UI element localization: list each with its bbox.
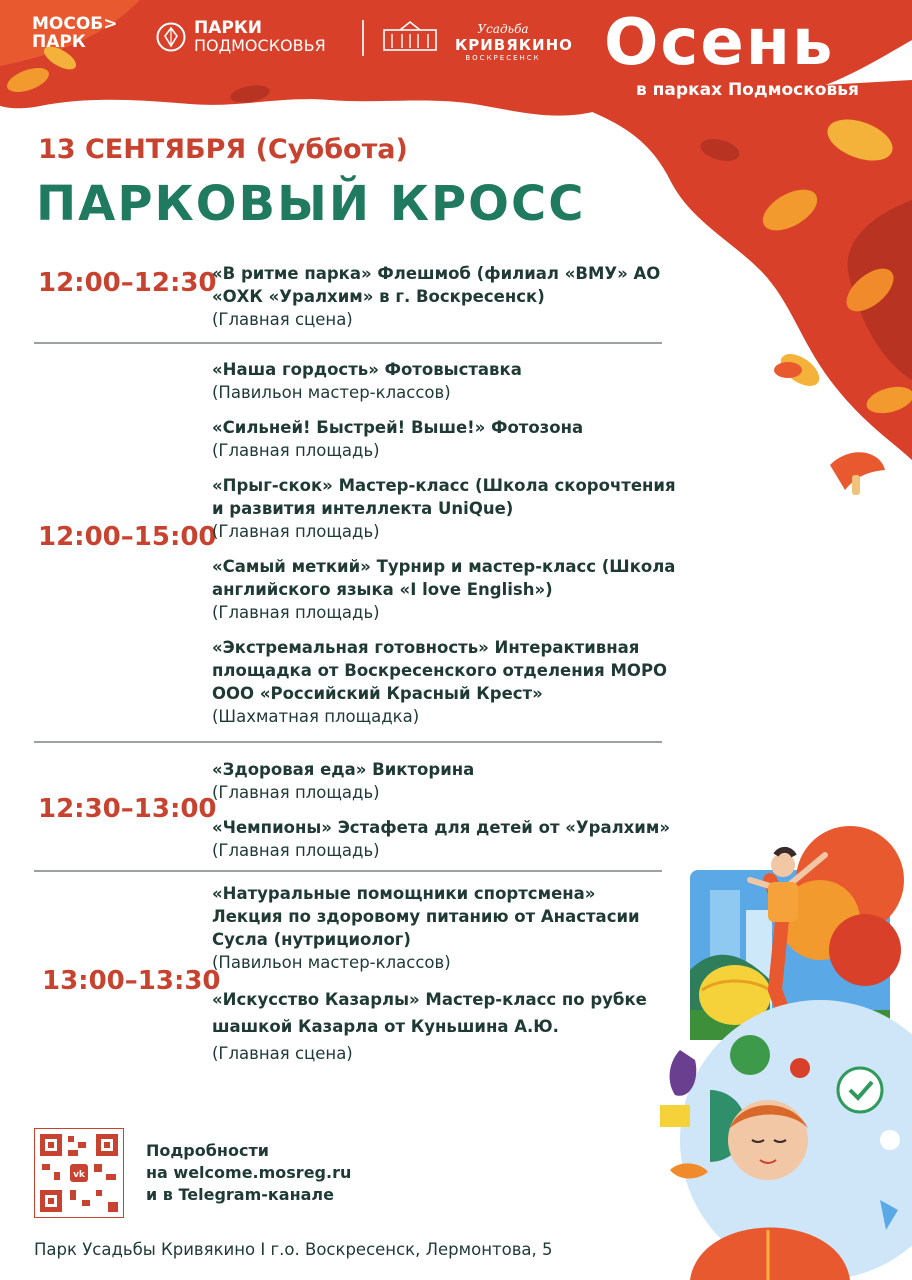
schedule-item: [212, 816, 682, 862]
park-address: Парк Усадьбы Кривякино I г.о. Воскресенск, Лермонтова, 5: [34, 1240, 553, 1259]
schedule-time: 12:00–12:30: [38, 268, 217, 298]
parki-logo-line2: ПОДМОСКОВЬЯ: [194, 35, 326, 55]
mosoblpark-logo-line1: МОСОБ>: [32, 14, 118, 34]
details-line: Подробности: [146, 1141, 269, 1160]
details-text: [146, 1140, 351, 1206]
schedule-item-title: «Сильней! Быстрей! Выше!» Фотозона: [212, 418, 584, 437]
schedule-item-title: «Чемпионы» Эстафета для детей от «Уралхим»: [212, 818, 671, 837]
schedule-item-title: «Наша гордость» Фотовыставка: [212, 360, 522, 379]
svg-text:vk: vk: [73, 1170, 85, 1180]
schedule-time: 12:30–13:00: [38, 794, 217, 824]
schedule-item: [212, 758, 682, 804]
schedule-item: [212, 986, 662, 1067]
schedule-item: [212, 555, 682, 624]
healthy-lifestyle-illustration: [650, 810, 912, 1280]
schedule-items: [212, 262, 682, 331]
schedule-item-location: (Главная площадь): [212, 441, 380, 460]
schedule-time: 12:00–15:00: [38, 522, 217, 552]
schedule-item-location: (Главная сцена): [212, 1044, 353, 1063]
details-line: и в Telegram-канале: [146, 1185, 334, 1204]
schedule-item-location: (Павильон мастер-классов): [212, 383, 451, 402]
schedule-items: [212, 358, 682, 740]
brand-title: Осень: [604, 6, 835, 80]
schedule-item-location: (Главная сцена): [212, 310, 353, 329]
parki-logo-line1: ПАРКИ: [194, 18, 262, 38]
schedule-item-title: «Искусство Казарлы» Мастер-класс по рубке шашкой Казарла от Куньшина А.Ю.: [212, 990, 647, 1036]
mosoblpark-logo-line2: ПАРК: [32, 31, 86, 52]
schedule-item-title: «Прыг-скок» Мастер-класс (Школа скорочтения и развития интеллекта UniQue): [212, 476, 676, 518]
schedule-item-location: (Шахматная площадка): [212, 707, 420, 726]
krivyakino-logo-script: Усадьба: [477, 22, 529, 36]
schedule-item: [212, 416, 682, 462]
krivyakino-logo-name: КРИВЯКИНО: [455, 36, 573, 54]
qr-code[interactable]: [34, 1128, 124, 1218]
schedule-item-location: (Главная площадь): [212, 522, 380, 541]
details-link[interactable]: на welcome.mosreg.ru: [146, 1163, 352, 1182]
schedule-item-title: «Самый меткий» Турнир и мастер-класс (Школа английского языка «I love English»): [212, 557, 676, 599]
brand-subtitle: в парках Подмосковья: [636, 80, 859, 100]
schedule-item: [212, 636, 682, 728]
schedule-item-location: (Главная площадь): [212, 783, 380, 802]
schedule-item-title: «Натуральные помощники спортсмена» Лекция по здоровому питанию от Анастасии Сусла (нутрициолог): [212, 884, 640, 949]
schedule-time: 13:00–13:30: [42, 966, 221, 996]
schedule-item-location: (Главная площадь): [212, 603, 380, 622]
schedule-divider: [34, 342, 662, 344]
krivyakino-logo: [455, 22, 573, 62]
schedule-item: [212, 882, 662, 974]
schedule-item: [212, 262, 682, 331]
pinecone-icon: [156, 22, 186, 52]
event-date: 13 СЕНТЯБРЯ (Суббота): [38, 134, 408, 165]
schedule-item-title: «В ритме парка» Флешмоб (филиал «ВМУ» АО «ОХК «Уралхим» в г. Воскресенск): [212, 264, 661, 306]
mosoblpark-logo: [32, 16, 118, 52]
schedule-item-location: (Павильон мастер-классов): [212, 953, 451, 972]
schedule-item: [212, 474, 682, 543]
manor-house-icon: [380, 18, 440, 54]
schedule-item-title: «Здоровая еда» Викторина: [212, 760, 475, 779]
schedule-item-title: «Экстремальная готовность» Интерактивная площадка от Воскресенского отделения МОРО ООО «Российский Красный Крест»: [212, 638, 668, 703]
parki-podmoskovya-logo: [194, 20, 326, 55]
event-title: ПАРКОВЫЙ КРОСС: [36, 176, 586, 232]
schedule-items: [212, 882, 662, 1079]
schedule-items: [212, 758, 682, 874]
header-divider: [362, 20, 364, 56]
schedule-item-location: (Главная площадь): [212, 841, 380, 860]
schedule-item: [212, 358, 682, 404]
schedule-divider: [34, 741, 662, 743]
schedule-divider: [34, 870, 662, 872]
krivyakino-logo-small: ВОСКРЕСЕНСК: [465, 54, 541, 62]
